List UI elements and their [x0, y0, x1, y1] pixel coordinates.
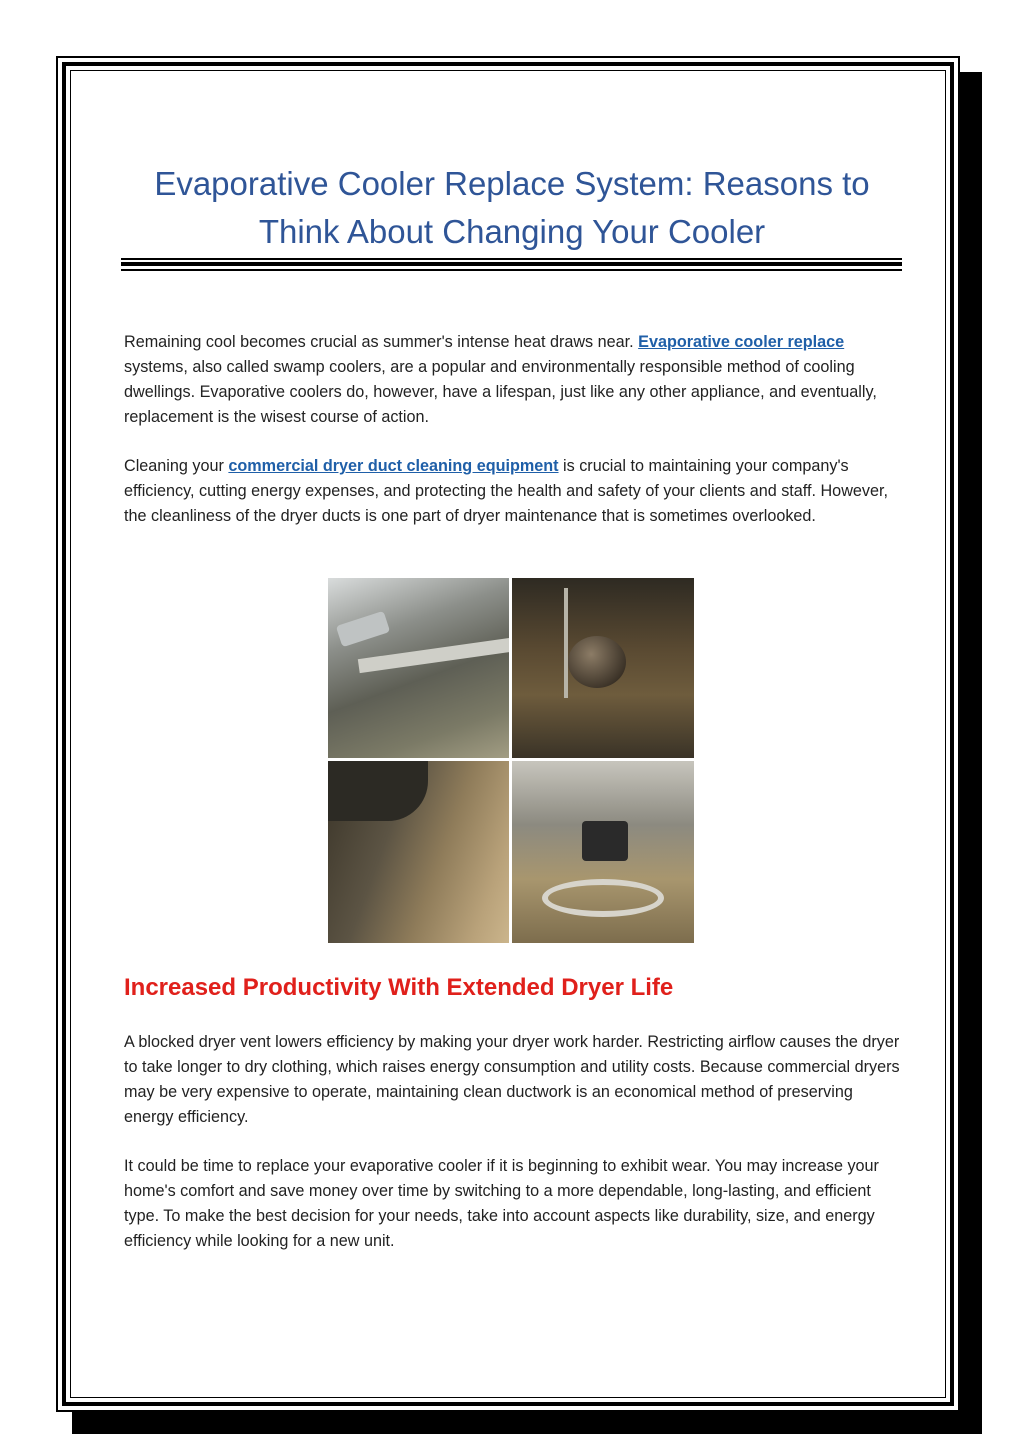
section-heading: Increased Productivity With Extended Dryer Life: [124, 974, 674, 1001]
cleaning-paragraph: Cleaning your commercial dryer duct cleaning equipment is crucial to maintaining your company's efficiency, cutting energy expenses, and protecting the health and safety of your clients and staff. However, the cleanliness of the dryer ducts is one part of dryer maintenance that is sometimes overlooked.: [124, 457, 888, 525]
page-title: [124, 160, 900, 256]
title-line-2: Think About Changing Your Cooler: [258, 213, 766, 250]
photo-pump-valve: [512, 761, 694, 943]
evaporative-cooler-replace-link[interactable]: Evaporative cooler replace: [638, 333, 845, 351]
photo-cooler-pan-pipe: [328, 578, 509, 758]
cooler-photo-collage: [328, 578, 694, 943]
photo-float-ball: [512, 578, 694, 758]
dryer-duct-cleaning-link[interactable]: commercial dryer duct cleaning equipment: [228, 457, 559, 475]
intro-paragraph: Remaining cool becomes crucial as summer's intense heat draws near. Evaporative cooler replace systems, also called swamp coolers, are a popular and environmentally responsible method of cooling dwellings. Evaporative coolers do, however, have a lifespan, just like any other appliance, and eventually, replacement is the wisest course of action.: [124, 333, 877, 426]
title-line-1: Evaporative Cooler Replace System: Reasons to: [154, 165, 870, 202]
photo-water-tray: [328, 761, 509, 943]
section-paragraph-1: A blocked dryer vent lowers efficiency by making your dryer work harder. Restricting airflow causes the dryer to take longer to dry clothing, which raises energy consumption and utility costs. Because commercial dryers may be very expensive to operate, maintaining clean ductwork is an economical method of preserving energy efficiency.: [124, 1033, 900, 1126]
section-paragraph-2: It could be time to replace your evaporative cooler if it is beginning to exhibit wear. You may increase your home's comfort and save money over time by switching to a more dependable, long-lasting, and efficient type. To make the best decision for your needs, take into account aspects like durability, size, and energy efficiency while looking for a new unit.: [124, 1157, 879, 1250]
title-underline: [121, 258, 902, 271]
